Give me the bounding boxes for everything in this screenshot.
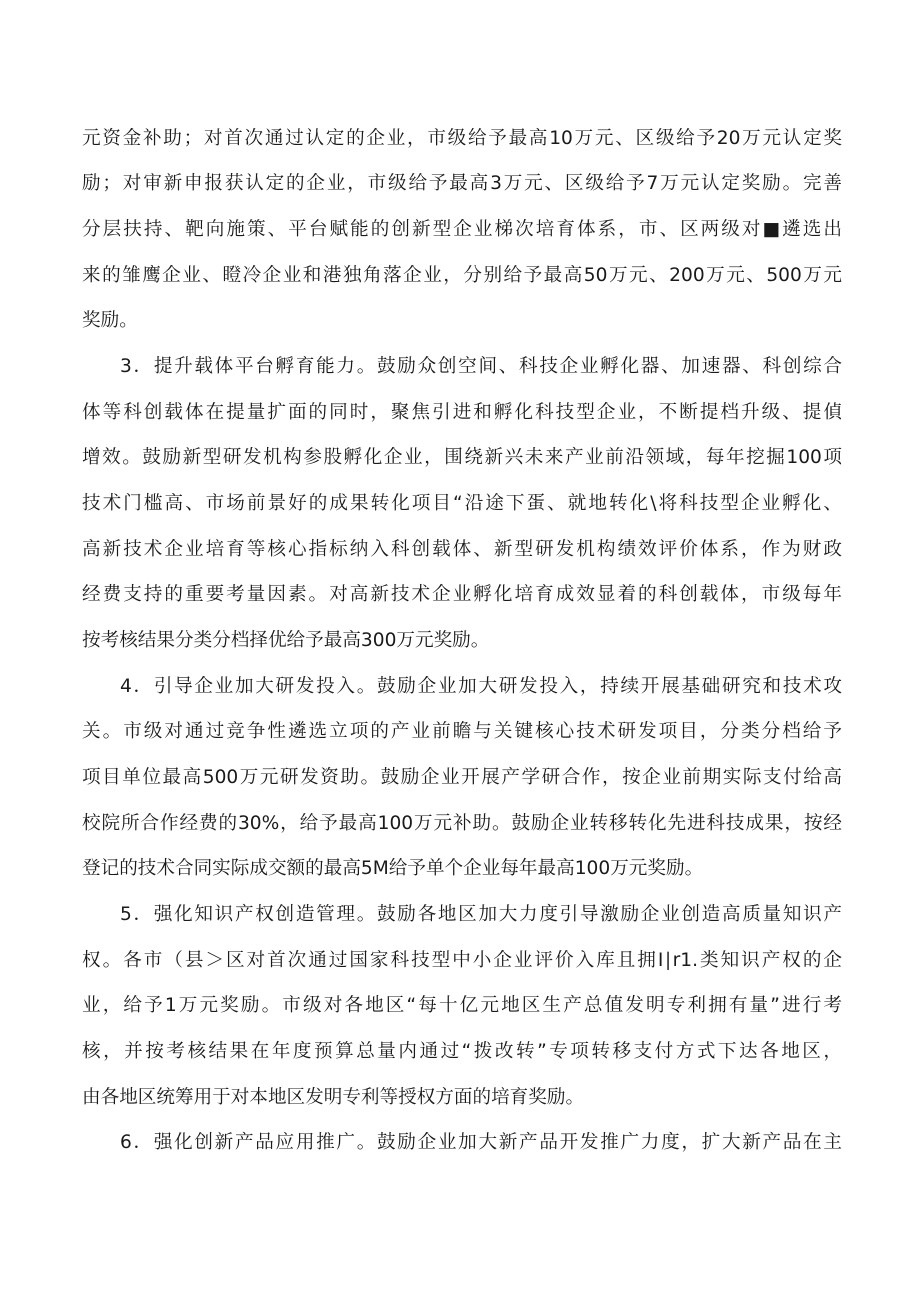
text-line: 校院所合作经费的30%，给予最高100万元补助。鼓励企业转移转化先进科技成果，按经 xyxy=(82,813,842,834)
text-line: 增效。鼓励新型研发机构参股孵化企业，围绕新兴未来产业前沿领域，每年挖掘100项 xyxy=(82,447,842,468)
text-line: 分层扶持、靶向施策、平台赋能的创新型企业梯次培育体系，市、区两级对■遴选出 xyxy=(82,219,842,240)
text-line: 登记的技术合同实际成交额的最高5M给予单个企业每年最高100万元奖励。 xyxy=(82,858,704,879)
text-line: 经费支持的重要考量因素。对高新技术企业孵化培育成效显着的科创载体，市级每年 xyxy=(82,584,842,605)
text-line: 高新技术企业培育等核心指标纳入科创载体、新型研发机构绩效评价体系，作为财政 xyxy=(82,539,842,560)
text-line: 权。各市（县＞区对首次通过国家科技型中小企业评价入库且拥I∣r1.类知识产权的企 xyxy=(82,950,842,971)
paragraph-5-heading: 5．强化知识产权创造管理。鼓励各地区加大力度引导激励企业创造高质量知识产 xyxy=(120,904,842,925)
paragraph-4-heading: 4．引导企业加大研发投入。鼓励企业加大研发投入，持续开展基础研究和技术攻 xyxy=(120,676,842,697)
text-line: 业，给予1万元奖励。市级对各地区“每十亿元地区生产总值发明专利拥有量”进行考 xyxy=(82,995,842,1016)
text-line: 元资金补助；对首次通过认定的企业，市级给予最高10万元、区级给予20万元认定奖 xyxy=(82,128,842,149)
paragraph-3-heading: 3．提升载体平台孵育能力。鼓励众创空间、科技企业孵化器、加速器、科创综合 xyxy=(120,356,842,377)
text-line: 励；对审新申报获认定的企业，市级给予最高3万元、区级给予7万元认定奖励。完善 xyxy=(82,173,842,194)
text-line: 按考核结果分类分档择优给予最高300万元奖励。 xyxy=(82,630,490,651)
text-line: 奖励。 xyxy=(82,310,138,331)
text-line: 体等科创载体在提量扩面的同时，聚焦引进和孵化科技型企业，不断提档升级、提偵 xyxy=(82,402,842,423)
text-line: 来的雏鹰企业、瞪冷企业和港独角落企业，分别给予最高50万元、200万元、500万元 xyxy=(82,265,842,286)
text-line: 核，并按考核结果在年度预算总量内通过“拨改转”专项转移支付方式下达各地区， xyxy=(82,1041,842,1062)
text-line: 由各地区统筹用于对本地区发明专利等授权方面的培育奖励。 xyxy=(82,1087,585,1108)
paragraph-6-heading: 6．强化创新产品应用推广。鼓励企业加大新产品开发推广力度，扩大新产品在主 xyxy=(120,1132,842,1153)
text-line: 项目单位最高500万元研发资助。鼓励企业开展产学研合作，按企业前期实际支付给高 xyxy=(82,767,842,788)
text-line: 关。市级对通过竞争性遴选立项的产业前瞻与关键核心技术研发项目，分类分档给予 xyxy=(82,721,842,742)
text-line: 技术门槛高、市场前景好的成果转化项目“沿途下蛋、就地转化\将科技型企业孵化、 xyxy=(82,493,842,514)
